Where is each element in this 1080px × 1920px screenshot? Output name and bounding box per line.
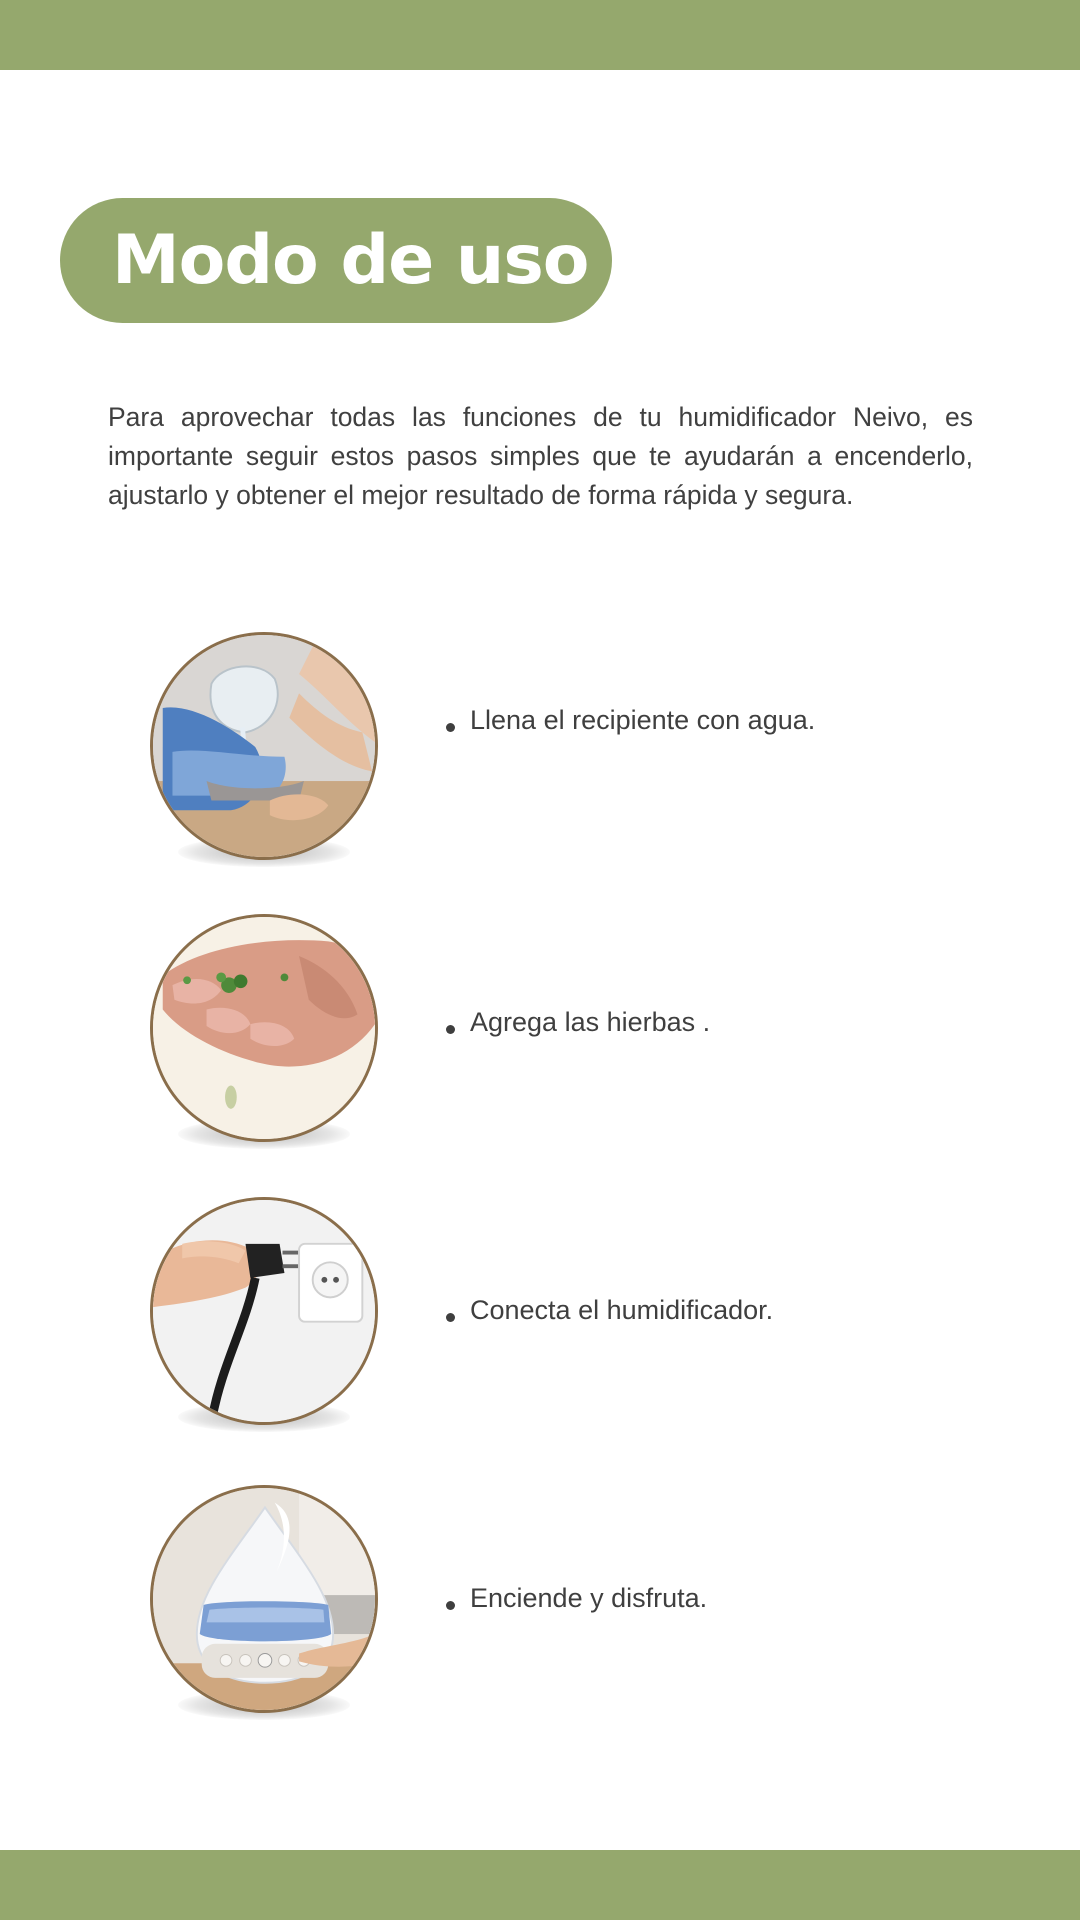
step-photo-wrap <box>150 632 378 882</box>
step-item <box>0 1485 1080 1745</box>
plug-socket-icon <box>153 1200 375 1422</box>
bullet-icon <box>446 1601 455 1610</box>
pouring-water-photo <box>150 632 378 860</box>
step-item <box>0 632 1080 892</box>
page-title: Modo de uso : <box>112 221 638 300</box>
step-photo-wrap <box>150 1197 378 1447</box>
step-label: Conecta el humidificador. <box>470 1295 774 1325</box>
herbs-hand-photo <box>150 914 378 1142</box>
step-label: Agrega las hierbas . <box>470 1007 711 1037</box>
humidifier-icon <box>153 1488 375 1710</box>
intro-paragraph: Para aprovechar todas las funciones de tu humidificador Neivo, es importante seguir estos pasos simples que te ayudarán a encenderlo, ajustarlo y obtener el mejor resultado de forma rápida y segura. <box>108 402 973 510</box>
title-pill <box>60 198 638 323</box>
step-photo-wrap <box>150 1485 378 1735</box>
humidifier-on-photo <box>150 1485 378 1713</box>
step-item <box>0 914 1080 1174</box>
bottom-band <box>0 1850 1080 1920</box>
pouring-water-icon <box>153 635 375 857</box>
top-band <box>0 0 1080 70</box>
plug-socket-photo <box>150 1197 378 1425</box>
herbs-hand-icon <box>153 917 375 1139</box>
bullet-icon <box>446 1313 455 1322</box>
step-label: Enciende y disfruta. <box>470 1583 708 1613</box>
step-label: Llena el recipiente con agua. <box>470 705 816 735</box>
bullet-icon <box>446 723 455 732</box>
step-item <box>0 1197 1080 1457</box>
step-photo-wrap <box>150 914 378 1164</box>
bullet-icon <box>446 1025 455 1034</box>
